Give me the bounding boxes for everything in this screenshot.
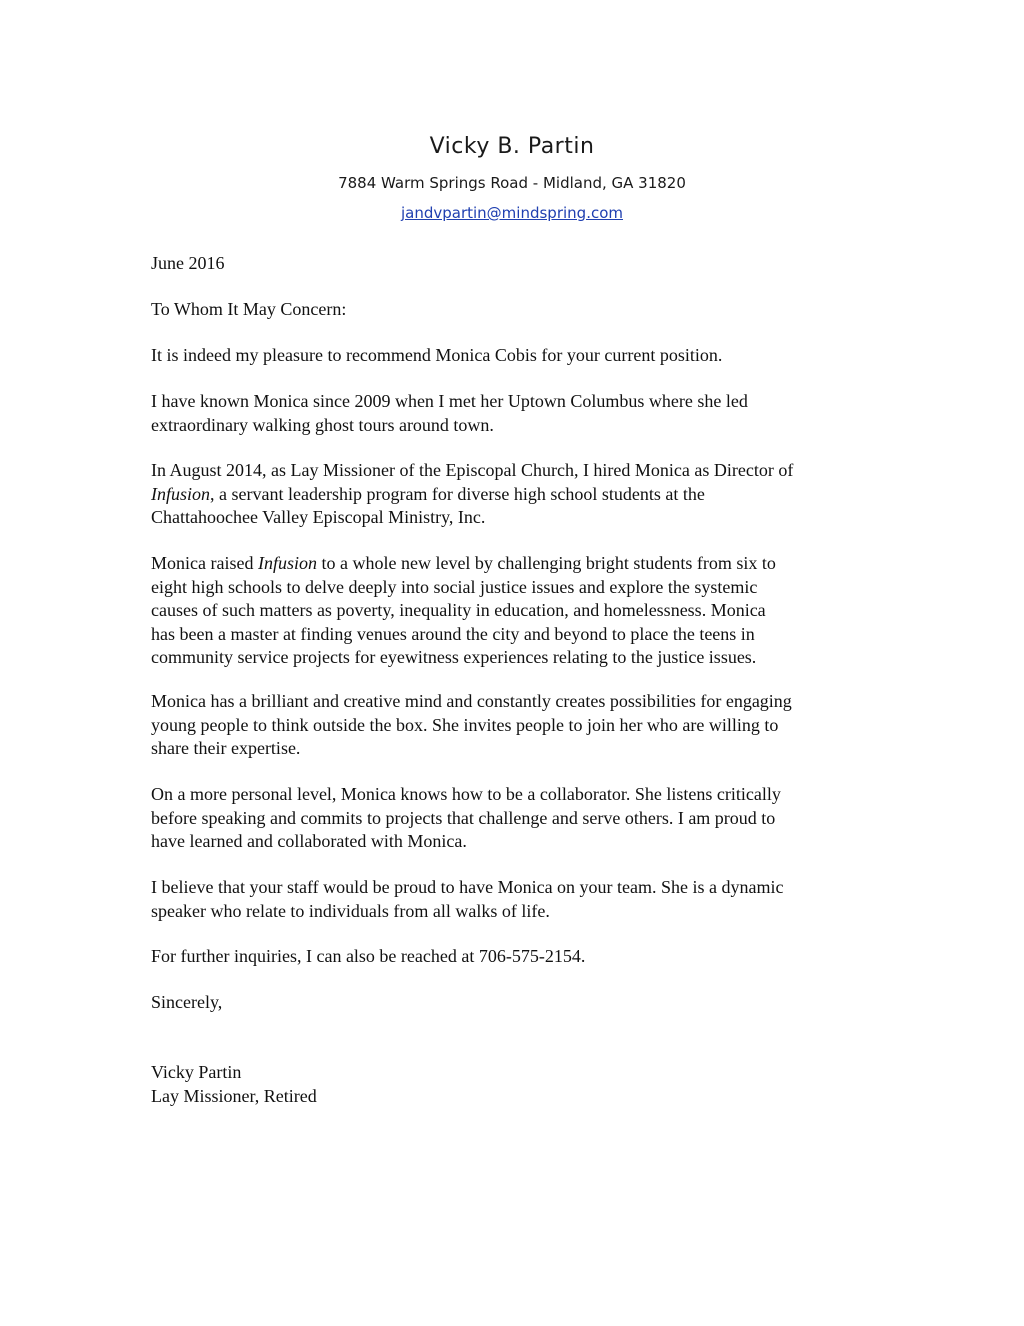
paragraph-4	[151, 552, 881, 670]
letter-date: June 2016	[151, 253, 225, 273]
paragraph-6-line-1: On a more personal level, Monica knows how to be a collaborator. She listens critically	[151, 784, 781, 804]
paragraph-5	[151, 690, 881, 761]
paragraph-4-line-4: has been a master at finding venues around the city and beyond to place the teens in	[151, 623, 755, 644]
letterhead-name: Vicky B. Partin	[429, 134, 595, 159]
signature-block	[151, 1061, 881, 1108]
paragraph-7-line-2: speaker who relate to individuals from all walks of life.	[151, 900, 550, 921]
signature-title: Lay Missioner, Retired	[151, 1085, 317, 1106]
paragraph-2-line-2: extraordinary walking ghost tours around town.	[151, 414, 494, 435]
paragraph-3-line-3: Chattahoochee Valley Episcopal Ministry, Inc.	[151, 507, 486, 527]
paragraph-4-line-3: causes of such matters as poverty, inequality in education, and homelessness. Monica	[151, 600, 766, 620]
paragraph-8: For further inquiries, I can also be reached at 706-575-2154.	[151, 946, 586, 966]
paragraph-6-line-2: before speaking and commits to projects that challenge and serve others. I am proud to	[151, 807, 776, 828]
paragraph-5-line-3: share their expertise.	[151, 738, 301, 758]
paragraph-3	[151, 459, 881, 530]
paragraph-2	[151, 390, 881, 437]
paragraph-4-line-1	[151, 552, 881, 576]
program-name-italic: Infusion	[151, 483, 211, 504]
paragraph-3-line-1: In August 2014, as Lay Missioner of the Episcopal Church, I hired Monica as Director of	[151, 460, 794, 480]
paragraph-1: It is indeed my pleasure to recommend Monica Cobis for your current position.	[151, 345, 723, 365]
signature-name: Vicky Partin	[151, 1062, 242, 1082]
email-link[interactable]: jandvpartin@mindspring.com	[400, 204, 623, 222]
paragraph-7-line-1: I believe that your staff would be proud to have Monica on your team. She is a dynamic	[151, 877, 784, 897]
paragraph-3-line-2-rest: , a servant leadership program for diverse high school students at the	[210, 483, 705, 504]
paragraph-5-line-2: young people to think outside the box. She invites people to join her who are willing to	[151, 714, 779, 735]
paragraph-2-line-1: I have known Monica since 2009 when I met her Uptown Columbus where she led	[151, 391, 748, 411]
letter-salutation: To Whom It May Concern:	[151, 299, 347, 319]
paragraph-6	[151, 783, 881, 854]
letterhead-email	[0, 204, 1024, 222]
paragraph-5-line-1: Monica has a brilliant and creative mind and constantly creates possibilities for engaging	[151, 691, 792, 711]
paragraph-4-line-1-a: Monica raised	[151, 553, 258, 573]
letterhead-address: 7884 Warm Springs Road - Midland, GA 31820	[338, 174, 686, 192]
paragraph-3-line-2	[151, 483, 881, 507]
paragraph-4-line-2: eight high schools to delve deeply into social justice issues and explore the systemic	[151, 576, 758, 597]
paragraph-4-line-1-b: to a whole new level by challenging bright students from six to	[316, 553, 776, 573]
closing: Sincerely,	[151, 992, 223, 1012]
paragraph-7	[151, 876, 881, 923]
program-name-italic: Infusion	[257, 553, 317, 573]
paragraph-6-line-3: have learned and collaborated with Monica.	[151, 831, 467, 851]
paragraph-4-line-5: community service projects for eyewitness experiences relating to the justice issues.	[151, 647, 757, 667]
